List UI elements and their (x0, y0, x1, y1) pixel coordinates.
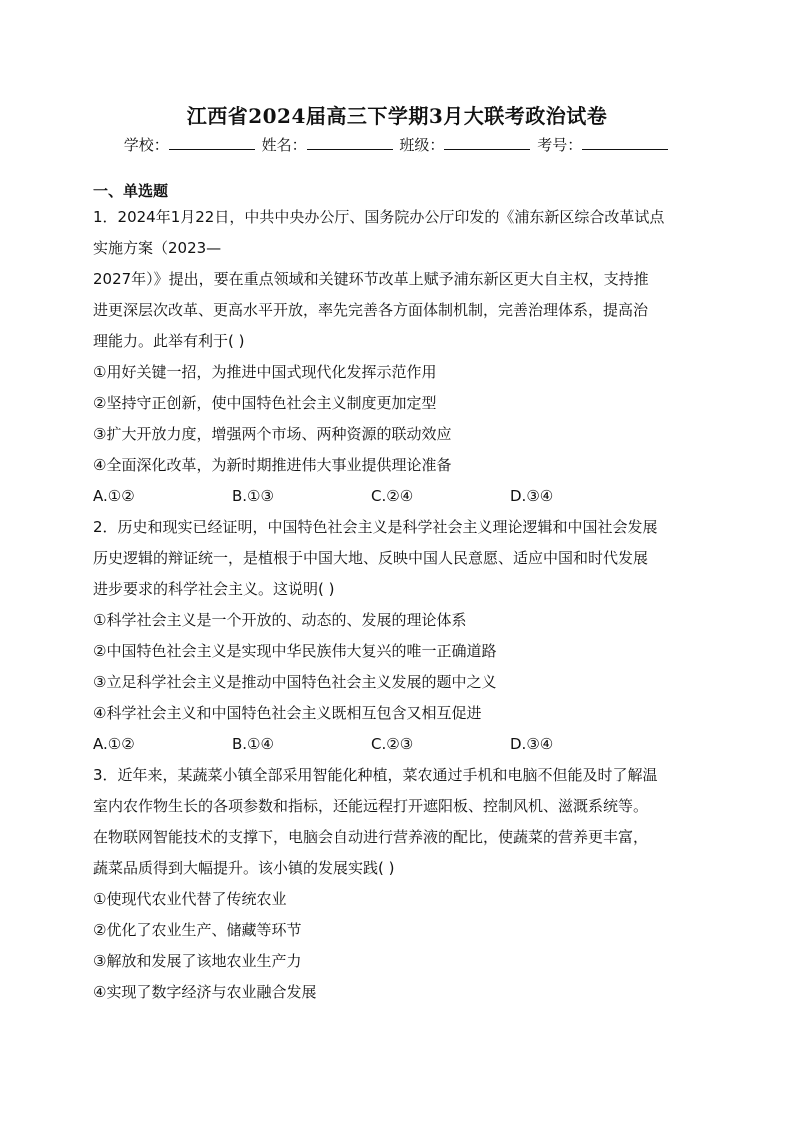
statement-item: ④实现了数字经济与农业融合发展 (93, 983, 317, 1001)
option-c[interactable]: C.②④ (371, 487, 414, 505)
option-d[interactable]: D.③④ (510, 487, 554, 505)
question-text-line: 在物联网智能技术的支撑下，电脑会自动进行营养液的配比，使蔬菜的营养更丰富， (93, 828, 649, 846)
statement-item: ④科学社会主义和中国特色社会主义既相互包含又相互促进 (93, 704, 482, 722)
id-label: 考号： (537, 136, 583, 154)
statement-item: ④全面深化改革，为新时期推进伟大事业提供理论准备 (93, 456, 452, 474)
option-b[interactable]: B.①③ (232, 487, 274, 505)
question-text-line: 2．历史和现实已经证明，中国特色社会主义是科学社会主义理论逻辑和中国社会发展 (93, 518, 658, 536)
statement-item: ③立足科学社会主义是推动中国特色社会主义发展的题中之义 (93, 673, 497, 691)
page-title: 江西省2024届高三下学期3月大联考政治试卷 (186, 104, 608, 128)
class-label: 班级： (399, 136, 445, 154)
question-text-line: 实施方案（2023— (93, 239, 222, 257)
option-a[interactable]: A.①② (93, 487, 135, 505)
answer-options (93, 481, 698, 512)
answer-options (93, 729, 698, 760)
statement-item: ②中国特色社会主义是实现中华民族伟大复兴的唯一正确道路 (93, 642, 497, 660)
statement-item: ①用好关键一招，为推进中国式现代化发挥示范作用 (93, 363, 437, 381)
statement-item: ①使现代农业代替了传统农业 (93, 890, 287, 908)
question-list (93, 202, 698, 1008)
id-blank[interactable] (582, 135, 668, 150)
question-1 (93, 202, 698, 512)
question-text-line: 历史逻辑的辩证统一，是植根于中国大地、反映中国人民意愿、适应中国和时代发展 (93, 549, 649, 567)
section-heading: 一、单选题 (93, 182, 169, 200)
question-text-line: 2027年）》提出，要在重点领域和关键环节改革上赋予浦东新区更大自主权，支持推 (93, 270, 649, 288)
name-blank[interactable] (307, 135, 393, 150)
question-text-line: 蔬菜品质得到大幅提升。该小镇的发展实践( ) (93, 859, 395, 877)
question-text-line: 室内农作物生长的各项参数和指标，还能远程打开遮阳板、控制风机、滋溉系统等。 (93, 797, 649, 815)
school-blank[interactable] (169, 135, 255, 150)
question-text-line: 进更深层次改革、更高水平开放，率先完善各方面体制机制，完善治理体系，提高治 (93, 301, 649, 319)
name-label: 姓名： (261, 136, 307, 154)
option-c[interactable]: C.②③ (371, 735, 414, 753)
question-text-line: 进步要求的科学社会主义。这说明( ) (93, 580, 335, 598)
statement-item: ③扩大开放力度，增强两个市场、两种资源的联动效应 (93, 425, 452, 443)
statement-item: ②优化了农业生产、储藏等环节 (93, 921, 302, 939)
student-info-fields (0, 134, 794, 155)
statement-item: ①科学社会主义是一个开放的、动态的、发展的理论体系 (93, 611, 467, 629)
statement-item: ③解放和发展了该地农业生产力 (93, 952, 302, 970)
school-label: 学校： (123, 136, 169, 154)
option-d[interactable]: D.③④ (510, 735, 554, 753)
question-text-line: 3．近年来，某蔬菜小镇全部采用智能化种植，菜农通过手机和电脑不但能及时了解温 (93, 766, 658, 784)
class-blank[interactable] (444, 135, 530, 150)
statement-item: ②坚持守正创新，使中国特色社会主义制度更加定型 (93, 394, 437, 412)
question-2 (93, 512, 698, 760)
question-text-line: 1．2024年1月22日，中共中央办公厅、国务院办公厅印发的《浦东新区综合改革试点 (93, 208, 665, 226)
question-text-line: 理能力。此举有利于( ) (93, 332, 245, 350)
question-3 (93, 760, 698, 1008)
option-b[interactable]: B.①④ (232, 735, 274, 753)
option-a[interactable]: A.①② (93, 735, 135, 753)
